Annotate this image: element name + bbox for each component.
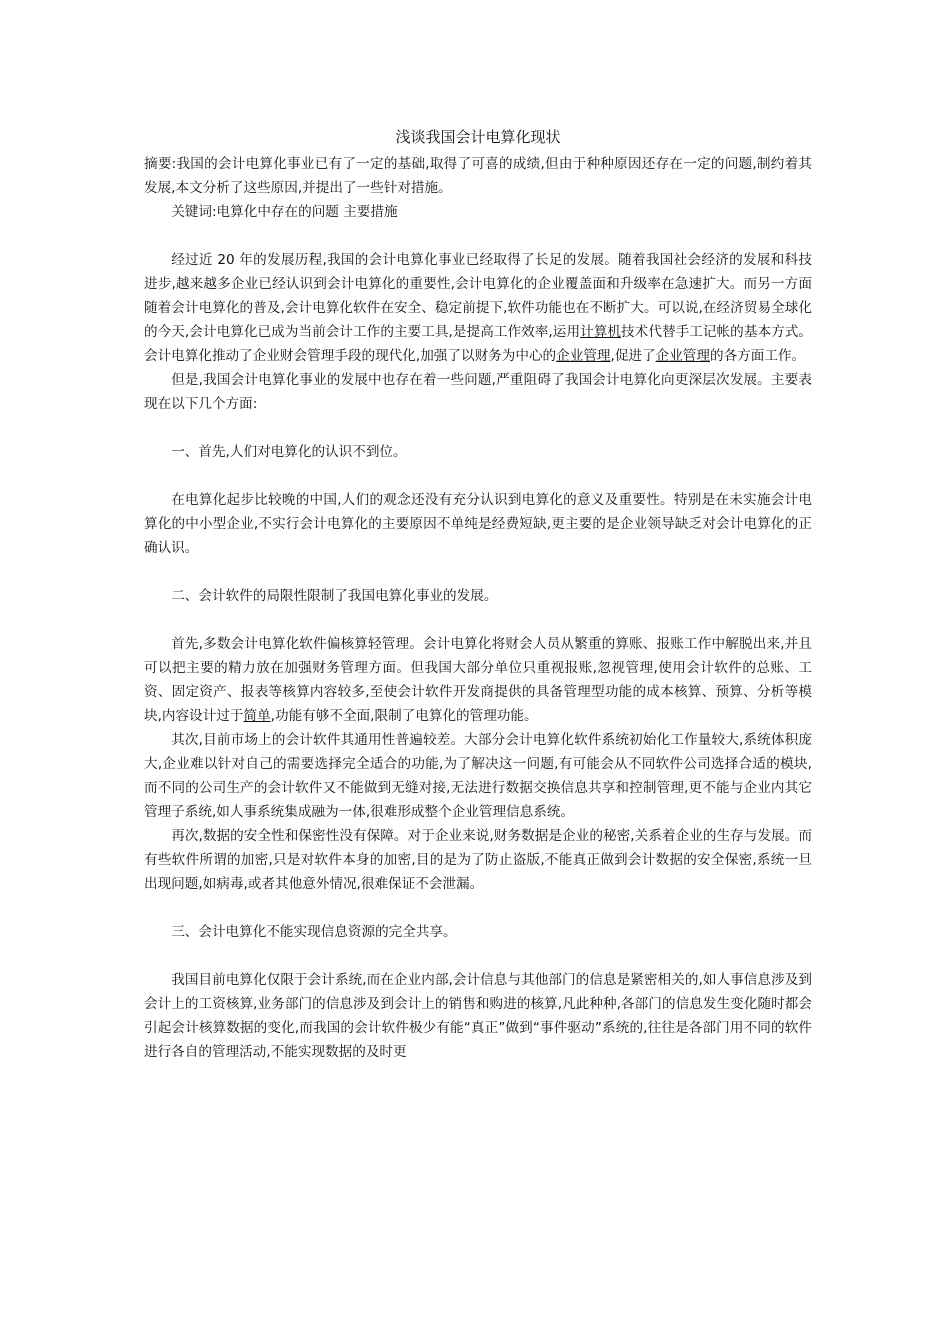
blank-line: [144, 464, 812, 488]
intro-paragraph: [144, 248, 812, 368]
document-page: [144, 125, 812, 1064]
section-1-paragraph: 在电算化起步比较晚的中国,人们的观念还没有充分认识到电算化的意义及重要性。特别是在未实施会计电算化的中小型企业,不实行会计电算化的主要原因不单纯是经费短缺,更主要的是企业领导缺乏对会计电算化的正确认识。: [144, 492, 812, 556]
section-3-paragraph: 我国目前电算化仅限于会计系统,而在企业内部,会计信息与其他部门的信息是紧密相关的,如人事信息涉及到会计上的工资核算,业务部门的信息涉及到会计上的销售和购进的核算,凡此种种,各部门的信息发生变化随时都会引起会计核算数据的变化,而我国的会计软件极少有能“真正”做到“事件驱动”系统的,往往是各部门用不同的软件进行各自的管理活动,不能实现数据的及时更: [144, 972, 812, 1060]
section-2-paragraph-1: [144, 632, 812, 728]
intro-text-3: ,促进了: [610, 348, 656, 364]
blank-line: [144, 224, 812, 248]
document-title: 浅谈我国会计电算化现状: [395, 128, 561, 146]
blank-line: [144, 416, 812, 440]
simple-link[interactable]: 简单: [243, 708, 271, 724]
computer-link[interactable]: 计算机: [580, 324, 622, 340]
intro-text-1: 经过近 20 年的发展历程,我国的会计电算化事业已经取得了长足的发展。随着我国社会经济的发展和科技进步,越来越多企业已经认识到会计电算化的重要性,会计电算化的企业覆盖面和升级率在急速扩大。而另一方面随着会计电算化的普及,会计电算化软件在安全、稳定前提下,软件功能也在不断扩大。可以说,在经济贸易全球化的今天,会计电算化已成为当前会计工作的主要工具,是提高工作效率,运用: [144, 252, 812, 340]
section-heading-2: 二、会计软件的局限性限制了我国电算化事业的发展。: [171, 588, 498, 604]
keywords-line: 关键词:电算化中存在的问题 主要措施: [171, 204, 398, 220]
blank-line: [144, 944, 812, 968]
blank-line: [144, 608, 812, 632]
enterprise-management-link-2[interactable]: 企业管理: [655, 348, 710, 364]
intro-text-2: 技术代替手工记帐的基本方式。会计电算化推动了企业财会管理手段的现代化,加强了以财务为中心的: [144, 324, 813, 364]
blank-line: [144, 896, 812, 920]
enterprise-management-link-1[interactable]: 企业管理: [556, 348, 611, 364]
section-2-paragraph-2: 其次,目前市场上的会计软件其通用性普遍较差。大部分会计电算化软件系统初始化工作量较大,系统体积庞大,企业难以针对自己的需要选择完全适合的功能,为了解决这一问题,有可能会从不同软件公司选择合适的模块,而不同的公司生产的会计软件又不能做到无缝对接,无法进行数据交换信息共享和控制管理,更不能与企业内其它管理子系统,如人事系统集成融为一体,很难形成整个企业管理信息系统。: [144, 732, 812, 820]
section-heading-1: 一、首先,人们对电算化的认识不到位。: [171, 444, 407, 460]
section-2-text-2: ,功能有够不全面,限制了电算化的管理功能。: [270, 708, 538, 724]
abstract-paragraph: 摘要:我国的会计电算化事业已有了一定的基础,取得了可喜的成绩,但由于种种原因还存在一定的问题,制约着其发展,本文分析了这些原因,并提出了一些针对措施。: [144, 156, 812, 196]
section-heading-3: 三、会计电算化不能实现信息资源的完全共享。: [171, 924, 457, 940]
section-2-paragraph-3: 再次,数据的安全性和保密性没有保障。对于企业来说,财务数据是企业的秘密,关系着企业的生存与发展。而有些软件所谓的加密,只是对软件本身的加密,目的是为了防止盗版,不能真正做到会计数据的安全保密,系统一旦出现问题,如病毒,或者其他意外情况,很难保证不会泄漏。: [144, 828, 812, 892]
section-2-text-1: 首先,多数会计电算化软件偏核算轻管理。会计电算化将财会人员从繁重的算账、报账工作中解脱出来,并且可以把主要的精力放在加强财务管理方面。但我国大部分单位只重视报账,忽视管理,使用会计软件的总账、工资、固定资产、报表等核算内容较多,至使会计软件开发商提供的具备管理型功能的成本核算、预算、分析等模块,内容设计过于: [144, 636, 812, 724]
intro-text-4: 的各方面工作。: [710, 348, 806, 364]
problems-intro-paragraph: 但是,我国会计电算化事业的发展中也存在着一些问题,严重阻碍了我国会计电算化向更深层次发展。主要表现在以下几个方面:: [144, 372, 812, 412]
blank-line: [144, 560, 812, 584]
